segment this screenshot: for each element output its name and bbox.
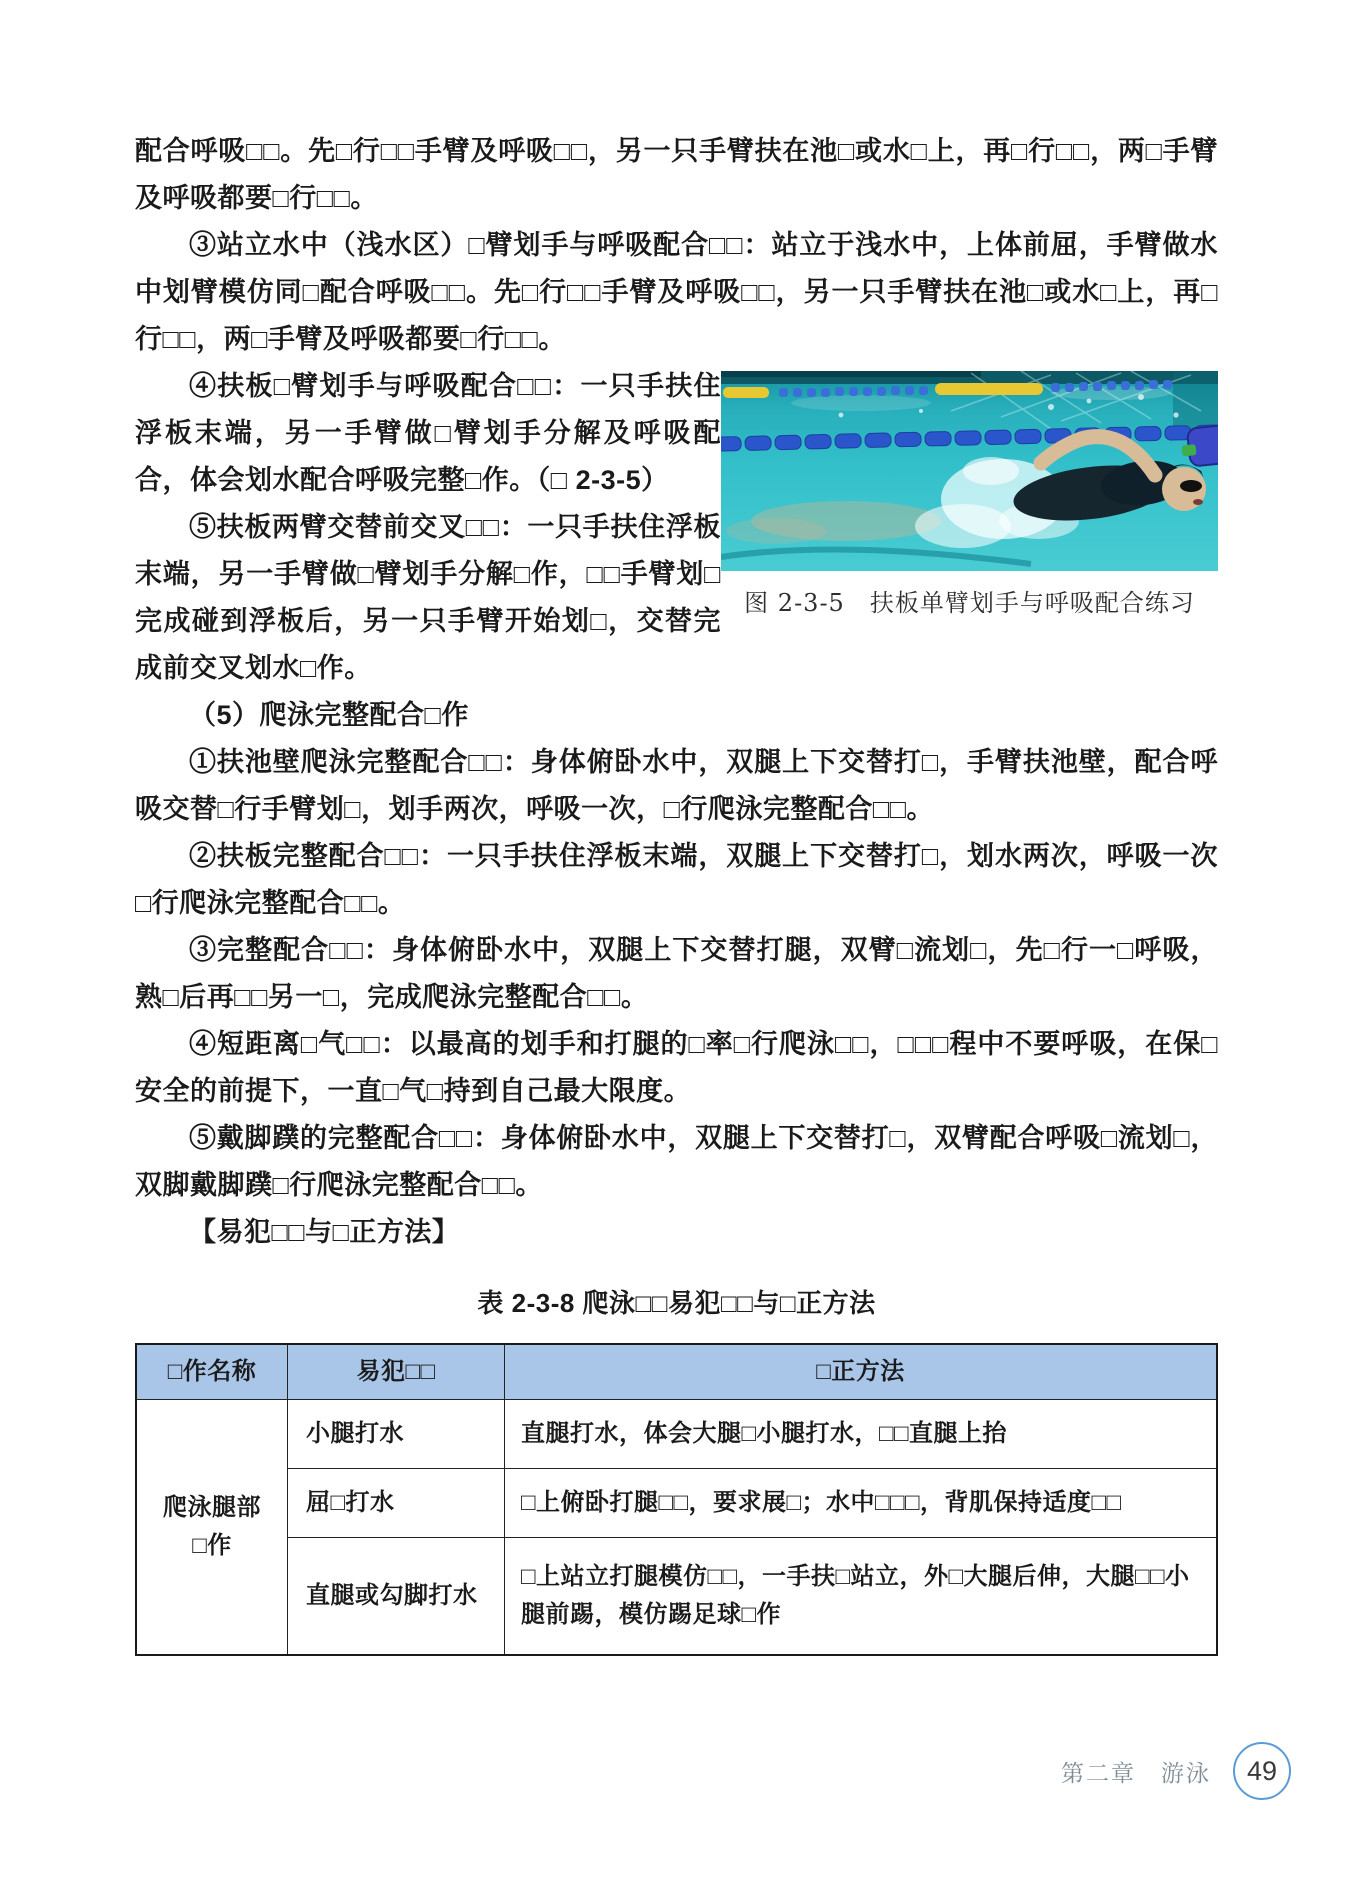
table-header-correction: □正方法 (505, 1344, 1218, 1400)
section-heading-bracket: 【易犯□□与□正方法】 (189, 1217, 460, 1247)
table-row (136, 1400, 1217, 1469)
error-cell: 小腿打水 (288, 1400, 505, 1469)
light-streak (791, 395, 931, 411)
swimmer (1010, 437, 1206, 529)
goggles (1180, 480, 1202, 492)
correction-cell: □上俯卧打腿□□，要求展□；水中□□□，背肌保持适度□□ (505, 1469, 1218, 1538)
swimmer-feet-underwater (726, 518, 826, 544)
table-header-action-name: □作名称 (136, 1344, 288, 1400)
figure-2-3-5 (721, 371, 1218, 618)
table-row (136, 1469, 1217, 1538)
lane-rope-main (721, 425, 1218, 451)
table-row (136, 1538, 1217, 1656)
body-paragraph: ④扶板□臂划手与呼吸配合□□：一只手扶住浮板末端，另一手臂做□臂划手分解及呼吸配合，体会划水配合呼吸完整□作。（□ 2-3-5） (135, 371, 721, 495)
table-header-common-error: 易犯□□ (288, 1344, 505, 1400)
pool-photo (721, 371, 1218, 571)
body-paragraph: ③完整配合□□：身体俯卧水中，双腿上下交替打腿，双臂□流划□，先□行一□呼吸，熟□后再□□另一□，完成爬泳完整配合□□。 (135, 935, 1218, 1012)
page-footer (1061, 1742, 1291, 1800)
body-paragraph: （5）爬泳完整配合□作 (189, 700, 469, 730)
body-paragraph: ③站立水中（浅水区）□臂划手与呼吸配合□□：站立于浅水中，上体前屈，手臂做水中划臂模仿同□配合呼吸□□。先□行□□手臂及呼吸□□，另一只手臂扶在池□或水□上，再□行□□，两□手臂及呼吸都要□行□□。 (135, 230, 1218, 354)
body-paragraph: ④短距离□气□□：以最高的划手和打腿的□率□行爬泳□□，□□□程中不要呼吸，在保□安全的前提下，一直□气□持到自己最大限度。 (135, 1029, 1218, 1106)
body-paragraph: ⑤戴脚蹼的完整配合□□：身体俯卧水中，双腿上下交替打□，双臂配合呼吸□流划□，双脚戴脚蹼□行爬泳完整配合□□。 (135, 1123, 1218, 1200)
correction-cell: □上站立打腿模仿□□，一手扶□站立，外□大腿后伸，大腿□□小腿前踢，模仿踢足球□作 (505, 1538, 1218, 1656)
page-number-badge: 49 (1233, 1742, 1291, 1800)
correction-cell: 直腿打水，体会大腿□小腿打水，□□直腿上抬 (505, 1400, 1218, 1469)
figure-caption: 图 2-3-5 扶板单臂划手与呼吸配合练习 (744, 589, 1195, 617)
error-cell: 直腿或勾脚打水 (288, 1538, 505, 1656)
pool-photo-illustration (721, 371, 1218, 571)
pool-floor-line (721, 549, 1031, 564)
deep-water-corner (1173, 371, 1218, 433)
table-header-row (136, 1344, 1217, 1400)
pool-edge-shadow (721, 371, 981, 377)
error-correction-table (135, 1343, 1218, 1656)
row-group-label: 爬泳腿部□作 (136, 1400, 288, 1656)
body-paragraph: ⑤扶板两臂交替前交叉□□：一只手扶住浮板末端，另一手臂做□臂划手分解□作，□□手臂划□完成碰到浮板后，另一只手臂开始划□，交替完成前交叉划水□作。 (135, 512, 721, 683)
body-paragraph: ①扶池壁爬泳完整配合□□：身体俯卧水中，双腿上下交替打□，手臂扶池壁，配合呼吸交替□行手臂划□，划手两次，呼吸一次，□行爬泳完整配合□□。 (135, 747, 1218, 824)
mouth (1193, 499, 1203, 505)
page-body (135, 128, 1218, 1656)
table-title: 表 2-3-8 爬泳□□易犯□□与□正方法 (477, 1288, 876, 1318)
body-paragraph: 配合呼吸□□。先□行□□手臂及呼吸□□，另一只手臂扶在池□或水□上，再□行□□，两□手臂及呼吸都要□行□□。 (135, 136, 1218, 213)
body-paragraph: ②扶板完整配合□□：一只手扶住浮板末端，双腿上下交替打□，划水两次，呼吸一次□行爬泳完整配合□□。 (135, 841, 1218, 918)
chapter-label: 第二章 游泳 (1061, 1759, 1211, 1786)
error-cell: 屈□打水 (288, 1469, 505, 1538)
